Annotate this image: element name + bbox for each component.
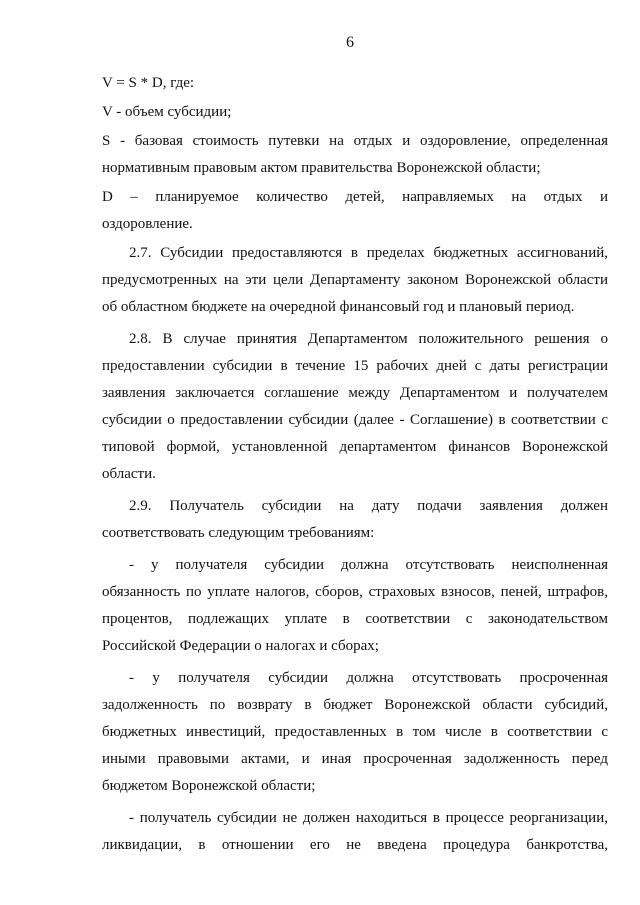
page-number: 6: [346, 34, 354, 51]
text-line: бюджетных инвестиций, предоставленных в том числе в соответствии с: [102, 724, 608, 740]
text-line: иными правовыми актами, и иная просроченная задолженность перед: [102, 751, 608, 767]
document-body: [102, 70, 608, 859]
requirement-reorganization: [102, 805, 608, 859]
text-line: D – планируемое количество детей, направляемых на отдых и: [102, 189, 608, 205]
text-line: области.: [102, 466, 156, 482]
text-line: заявления заключается соглашение между Департаментом и получателем: [102, 385, 608, 401]
d-definition-paragraph: [102, 184, 608, 238]
text-line: задолженность по возврату в бюджет Воронежской области субсидий,: [102, 697, 608, 713]
formula-paragraph: [102, 70, 608, 97]
text-line: V - объем субсидии;: [102, 104, 232, 120]
requirement-overdue-debt: [102, 665, 608, 800]
text-line: соответствовать следующим требованиям:: [102, 525, 375, 541]
v-definition-paragraph: [102, 99, 608, 126]
text-line: - у получателя субсидии должна отсутствовать неисполненная: [129, 557, 608, 573]
text-line: процентов, подлежащих уплате в соответствии с законодательством: [102, 611, 608, 627]
text-line: предусмотренных на эти цели Департаменту законом Воронежской области: [102, 272, 608, 288]
text-line: - получатель субсидии не должен находиться в процессе реорганизации,: [129, 810, 608, 826]
text-line: Российской Федерации о налогах и сборах;: [102, 638, 379, 654]
requirement-tax-debt: [102, 552, 608, 660]
text-line: бюджетом Воронежской области;: [102, 778, 316, 794]
text-line: 2.8. В случае принятия Департаментом положительного решения о: [129, 331, 608, 347]
text-line: об областном бюджете на очередной финансовый год и плановый период.: [102, 299, 575, 315]
text-line: оздоровление.: [102, 216, 193, 232]
text-line: 2.9. Получатель субсидии на дату подачи заявления должен: [129, 498, 608, 514]
text-line: типовой формой, установленной департаментом финансов Воронежской: [102, 439, 608, 455]
text-line: 2.7. Субсидии предоставляются в пределах бюджетных ассигнований,: [129, 245, 608, 261]
text-line: предоставлении субсидии в течение 15 рабочих дней с даты регистрации: [102, 358, 608, 374]
clause-2-8: [102, 326, 608, 488]
text-line: S - базовая стоимость путевки на отдых и оздоровление, определенная: [102, 133, 608, 149]
text-line: ликвидации, в отношении его не введена процедура банкротства,: [102, 837, 608, 853]
clause-2-9: [102, 493, 608, 547]
clause-2-7: [102, 240, 608, 321]
text-line: нормативным правовым актом правительства Воронежской области;: [102, 160, 541, 176]
text-line: - у получателя субсидии должна отсутствовать просроченная: [129, 670, 608, 686]
s-definition-paragraph: [102, 128, 608, 182]
text-line: обязанность по уплате налогов, сборов, страховых взносов, пеней, штрафов,: [102, 584, 608, 600]
text-line: V = S * D, где:: [102, 75, 195, 91]
text-line: субсидии о предоставлении субсидии (далее - Соглашение) в соответствии с: [102, 412, 608, 428]
